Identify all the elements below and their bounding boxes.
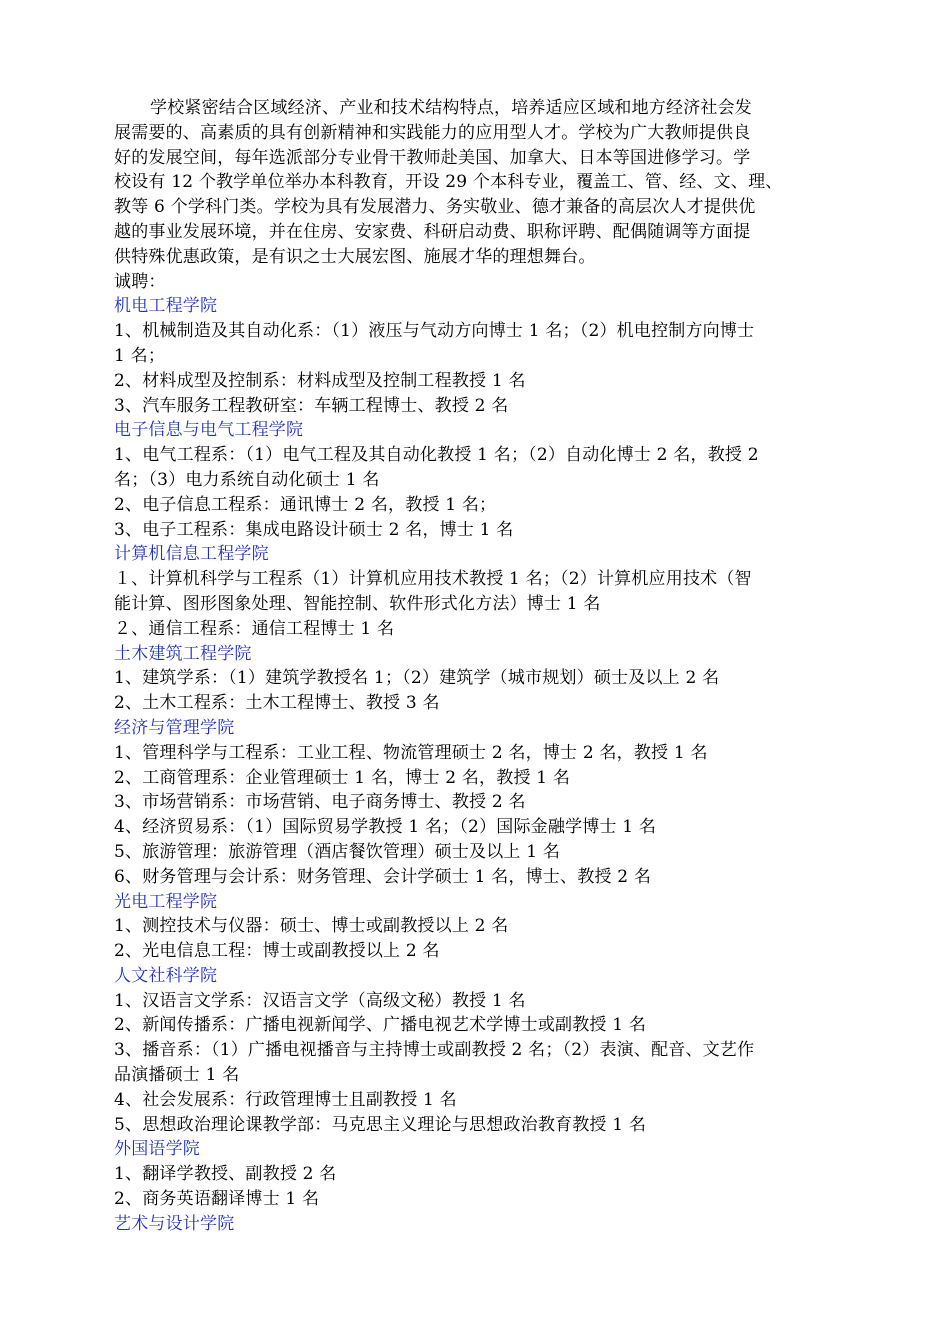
position-line: 1、管理科学与工程系：工业工程、物流管理硕士 2 名，博士 2 名，教授 1 名 [114,742,708,763]
position-line: 2、商务英语翻译博士 1 名 [114,1189,320,1210]
position-line: 3、电子工程系：集成电路设计硕士 2 名，博士 1 名 [114,519,514,540]
position-line: 4、经济贸易系：（1）国际贸易学教授 1 名；（2）国际金融学博士 1 名 [114,817,657,838]
position-line: 3、播音系：（1）广播电视播音与主持博士或副教授 2 名；（2）表演、配音、文艺作 [114,1040,755,1061]
position-line: 6、财务管理与会计系：财务管理、会计学硕士 1 名，博士、教授 2 名 [114,866,652,887]
intro-line: 教等 6 个学科门类。学校为具有发展潜力、务实敬业、德才兼备的高层次人才提供优 [114,197,756,218]
college-section [114,418,844,542]
position-line: 2、材料成型及控制系：材料成型及控制工程教授 1 名 [114,370,526,391]
position-line: 2、新闻传播系：广播电视新闻学、广播电视艺术学博士或副教授 1 名 [114,1015,647,1036]
college-section [114,716,844,890]
college-heading: 外国语学院 [114,1139,200,1160]
position-line: 1、电气工程系：（1）电气工程及其自动化教授 1 名；（2）自动化博士 2 名，教授 2 [114,445,759,466]
recruit-label: 诚聘： [114,271,166,292]
position-line: 5、旅游管理：旅游管理（酒店餐饮管理）硕士及以上 1 名 [114,841,561,862]
college-heading: 人文社科学院 [114,965,218,986]
intro-paragraph [114,96,844,270]
college-section [114,294,844,418]
intro-line: 供特殊优惠政策，是有识之士大展宏图、施展才华的理想舞台。 [114,246,596,267]
position-line: 能计算、图形图象处理、智能控制、软件形式化方法）博士 1 名 [114,593,601,614]
college-heading: 电子信息与电气工程学院 [114,420,304,441]
intro-line: 越的事业发展环境，并在住房、安家费、科研启动费、职称评聘、配偶随调等方面提 [114,221,751,242]
position-line: 5、思想政治理论课教学部：马克思主义理论与思想政治教育教授 1 名 [114,1114,647,1135]
college-heading: 艺术与设计学院 [114,1213,235,1234]
intro-line: 校设有 12 个教学单位举办本科教育，开设 29 个本科专业，覆盖工、管、经、文、理、 [114,172,783,193]
position-line: 2、工商管理系：企业管理硕士 1 名，博士 2 名，教授 1 名 [114,767,571,788]
position-line: 1 名； [114,345,166,366]
college-heading: 光电工程学院 [114,891,218,912]
position-line: １、计算机科学与工程系（1）计算机应用技术教授 1 名；（2）计算机应用技术（智 [114,569,752,590]
position-line: 2、光电信息工程：博士或副教授以上 2 名 [114,941,440,962]
position-line: 3、汽车服务工程教研室：车辆工程博士、教授 2 名 [114,395,509,416]
intro-line: 展需要的、高素质的具有创新精神和实践能力的应用型人才。学校为广大教师提供良 [114,122,751,143]
college-heading: 经济与管理学院 [114,717,235,738]
position-line: 名；（3）电力系统自动化硕士 1 名 [114,469,380,490]
position-line: 2、土木工程系：土木工程博士、教授 3 名 [114,693,440,714]
college-section [114,890,844,964]
position-line: 3、市场营销系：市场营销、电子商务博士、教授 2 名 [114,792,526,813]
college-heading: 土木建筑工程学院 [114,643,252,664]
document-page [114,96,844,1237]
college-section [114,1212,844,1237]
college-heading: 计算机信息工程学院 [114,544,269,565]
position-line: 2、电子信息工程系：通讯博士 2 名，教授 1 名； [114,494,497,515]
college-heading: 机电工程学院 [114,296,218,317]
position-line: 1、机械制造及其自动化系：（1）液压与气动方向博士 1 名；（2）机电控制方向博士 [114,321,755,342]
college-section [114,642,844,716]
college-section [114,542,844,641]
position-line: 4、社会发展系：行政管理博士且副教授 1 名 [114,1089,457,1110]
position-line: 1、翻译学教授、副教授 2 名 [114,1164,337,1185]
position-line: ２、通信工程系：通信工程博士 1 名 [114,618,395,639]
college-section [114,964,844,1138]
college-section [114,1137,844,1211]
intro-line: 学校紧密结合区域经济、产业和技术结构特点，培养适应区域和地方经济社会发 [150,98,752,118]
position-line: 品演播硕士 1 名 [114,1065,240,1086]
position-line: 1、测控技术与仪器：硕士、博士或副教授以上 2 名 [114,916,509,937]
position-line: 1、汉语言文学系：汉语言文学（高级文秘）教授 1 名 [114,990,526,1011]
intro-line: 好的发展空间，每年选派部分专业骨干教师赴美国、加拿大、日本等国进修学习。学 [114,147,751,168]
position-line: 1、建筑学系：（1）建筑学教授名 1；（2）建筑学（城市规划）硕士及以上 2 名 [114,668,720,689]
